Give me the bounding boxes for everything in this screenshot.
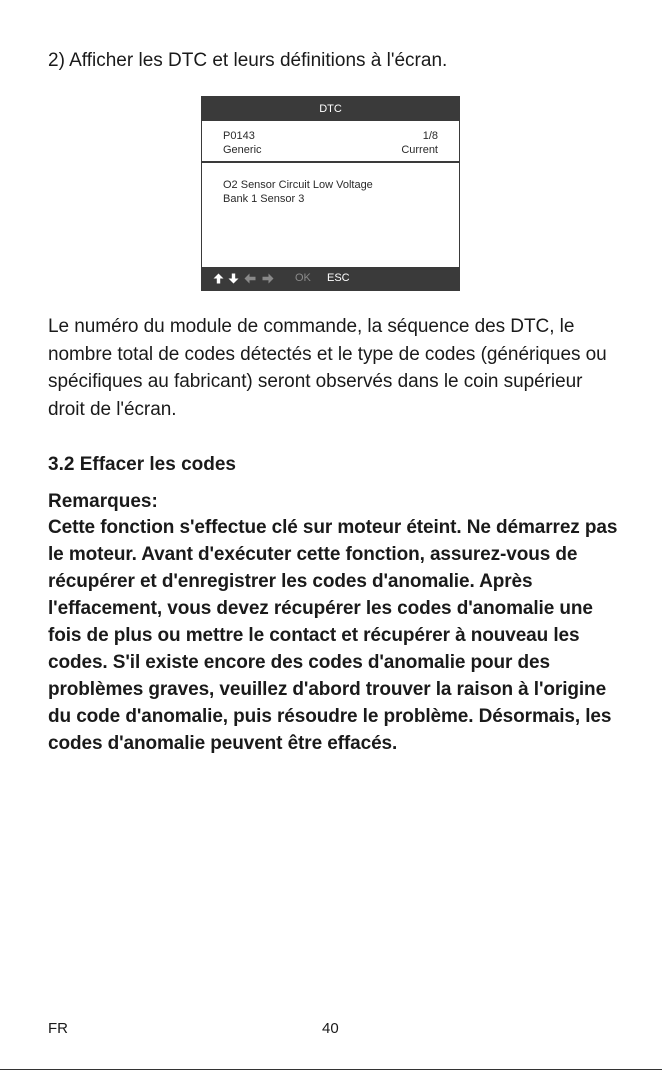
screen-divider (202, 161, 459, 163)
bottom-rule (0, 1069, 662, 1070)
screen-title: DTC (202, 97, 459, 121)
dtc-type-row (223, 143, 438, 157)
arrow-right-icon[interactable] (262, 267, 274, 290)
remarks-text: Cette fonction s'effectue clé sur moteur éteint. Ne démarrez pas le moteur. Avant d'exécuter cette fonction, assurez-vous de récupérer et d'enregistrer les codes d'anomalie. Après l'effacement, vous devez récupérer les codes d'anomalie une fois de plus ou mettre le contact et récupérer à nouveau les codes. S'il existe encore des codes d'anomalie pour des problèmes graves, veuillez d'abord trouver la raison à l'origine du code d'anomalie, puis résoudre le problème. Désormais, les codes d'anomalie peuvent être effacés. (48, 517, 618, 754)
dtc-screen (201, 96, 460, 291)
arrow-up-icon[interactable] (213, 267, 224, 290)
dtc-definition-line-2: Bank 1 Sensor 3 (223, 193, 305, 205)
dtc-counter: 1/8 (422, 130, 438, 142)
ok-button[interactable]: OK (295, 272, 311, 284)
footer-language: FR (48, 1020, 68, 1037)
arrow-down-icon[interactable] (228, 267, 239, 290)
dtc-code: P0143 (223, 130, 255, 142)
arrow-left-icon[interactable] (244, 267, 256, 290)
esc-button[interactable]: ESC (327, 272, 350, 284)
dtc-code-row (223, 129, 438, 143)
remarks-label: Remarques: (48, 491, 158, 512)
body-paragraph: Le numéro du module de commande, la séquence des DTC, le nombre total de codes détectés et le type de codes (génériques ou spécifiques au fabricant) seront observés dans le coin supérieur droit de l'écran. (48, 316, 607, 420)
screen-footer (202, 267, 459, 290)
dtc-status: Current (401, 144, 438, 156)
section-title: 3.2 Effacer les codes (48, 454, 236, 475)
page-number: 40 (322, 1020, 339, 1037)
step-heading: 2) Afficher les DTC et leurs définitions à l'écran. (48, 50, 448, 71)
dtc-definition-line-1: O2 Sensor Circuit Low Voltage (223, 179, 373, 191)
dtc-type: Generic (223, 144, 262, 156)
